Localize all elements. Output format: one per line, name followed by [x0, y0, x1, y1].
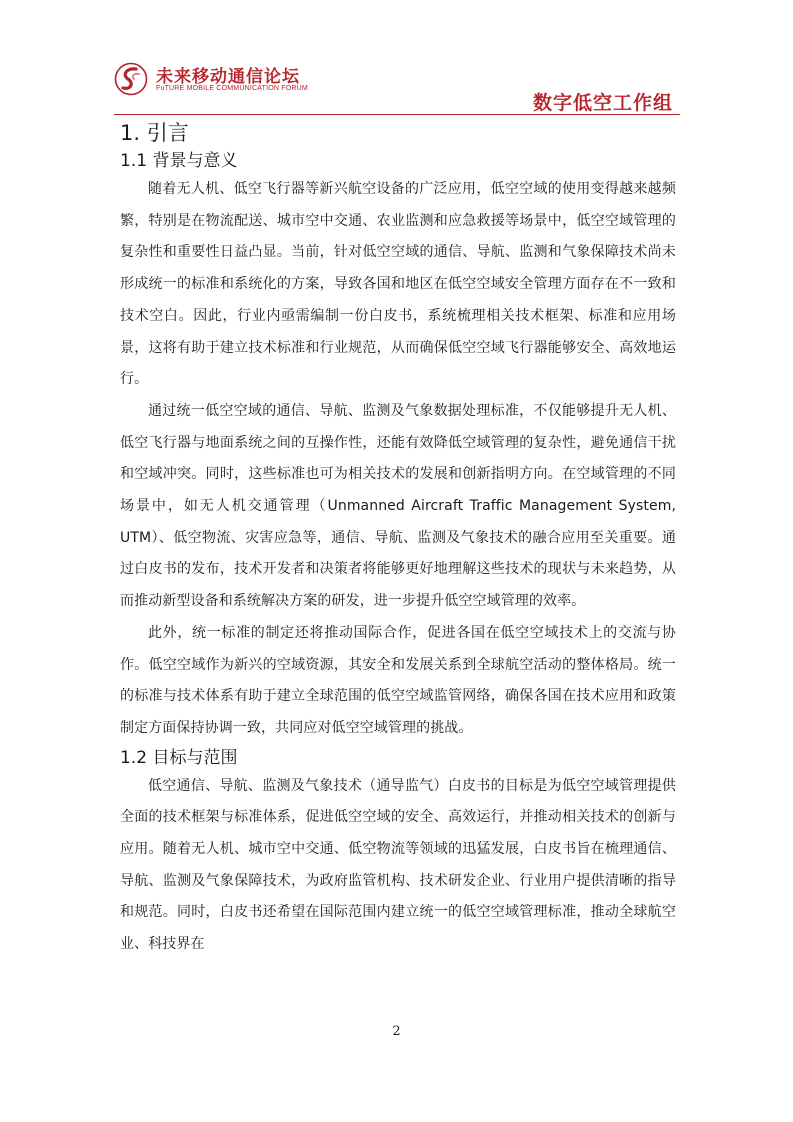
logo-english-name: FuTURE MOBILE COMMUNICATION FORUM: [156, 85, 308, 92]
swirl-logo-icon: [114, 62, 148, 96]
page-header: [0, 0, 793, 115]
working-group-name: 数字低空工作组: [532, 92, 673, 114]
paragraph: 通过统一低空空域的通信、导航、监测及气象数据处理标准，不仅能够提升无人机、低空飞行器与地面系统之间的互操作性，还能有效降低空域管理的复杂性，避免通信干扰和空域冲突。同时，这些标准也可为相关技术的发展和创新指明方向。在空域管理的不同场景中，如无人机交通管理（Unmanned Aircraft Traffic Management System, UTM）、低空物流、灾害应急等，通信、导航、监测及气象技术的融合应用至关重要。通过白皮书的发布，技术开发者和决策者将能够更好地理解这些技术的现状与未来趋势，从而推动新型设备和系统解决方案的研发，进一步提升低空空域管理的效率。: [120, 402, 676, 610]
section-1-heading: 1. 引言: [120, 121, 189, 145]
page-number: 2: [392, 1024, 401, 1039]
section-1-1-heading: 1.1 背景与意义: [120, 151, 238, 171]
paragraph: 随着无人机、低空飞行器等新兴航空设备的广泛应用，低空空域的使用变得越来越频繁，特别是在物流配送、城市空中交通、农业监测和应急救援等场景中，低空空域管理的复杂性和重要性日益凸显。当前，针对低空空域的通信、导航、监测和气象保障技术尚未形成统一的标准和系统化的方案，导致各国和地区在低空空域安全管理方面存在不一致和技术空白。因此，行业内亟需编制一份白皮书，系统梳理相关技术框架、标准和应用场景，这将有助于建立技术标准和行业规范，从而确保低空空域飞行器能够安全、高效地运行。: [120, 181, 676, 388]
document-body: [120, 118, 676, 961]
logo-chinese-name: 未来移动通信论坛: [156, 67, 300, 87]
paragraph: 低空通信、导航、监测及气象技术（通导监气）白皮书的目标是为低空空域管理提供全面的技术框架与标准体系，促进低空空域的安全、高效运行，并推动相关技术的创新与应用。随着无人机、城市空中交通、低空物流等领域的迅猛发展，白皮书旨在梳理通信、导航、监测及气象保障技术，为政府监管机构、技术研发企业、行业用户提供清晰的指导和规范。同时，白皮书还希望在国际范围内建立统一的低空空域管理标准，推动全球航空业、科技界在: [120, 777, 676, 953]
section-1-2-heading: 1.2 目标与范围: [120, 747, 238, 768]
header-divider: [114, 114, 680, 115]
paragraph: 此外，统一标准的制定还将推动国际合作，促进各国在低空空域技术上的交流与协作。低空空域作为新兴的空域资源，其安全和发展关系到全球航空活动的整体格局。统一的标准与技术体系有助于建立全球范围的低空空域监管网络，确保各国在技术应用和政策制定方面保持协调一致，共同应对低空空域管理的挑战。: [120, 624, 676, 736]
forum-logo: [114, 62, 354, 98]
